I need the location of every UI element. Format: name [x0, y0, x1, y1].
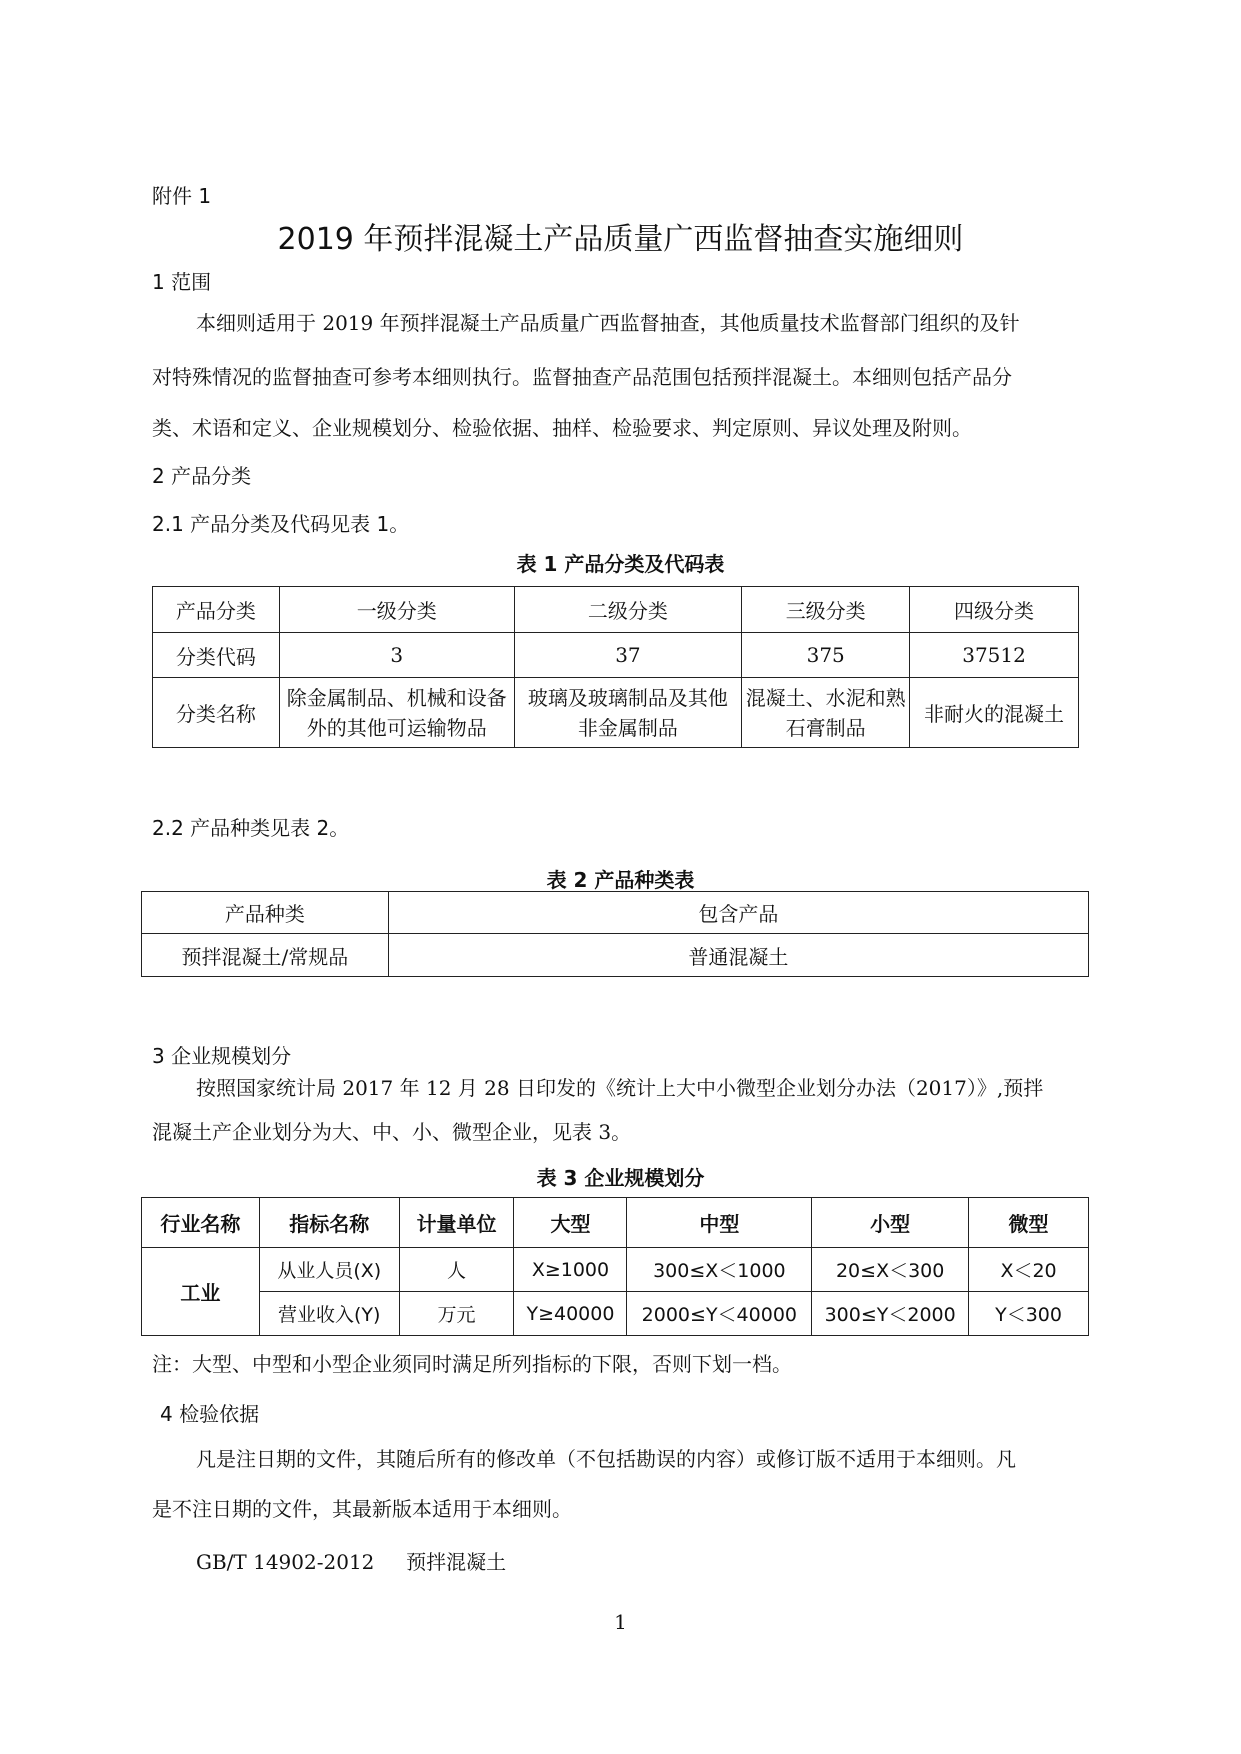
table-header-cell: 指标名称: [259, 1198, 399, 1248]
product-type-table: [141, 891, 1089, 977]
section-1-line-1: 本细则适用于 2019 年预拌混凝土产品质量广西监督抽查，其他质量技术监督部门组织的及针: [196, 311, 1020, 335]
table-cell: 分类代码: [153, 633, 280, 678]
table-cell: 300≤X＜1000: [627, 1248, 812, 1292]
table-1-caption: 表 1 产品分类及代码表: [516, 552, 725, 576]
table-cell: Y≥40000: [514, 1292, 627, 1336]
attachment-label: 附件 1: [152, 184, 212, 208]
table-cell: 37512: [910, 633, 1079, 678]
table-cell: 普通混凝土: [388, 934, 1088, 977]
table-cell: 混凝土、水泥和熟 石膏制品: [742, 678, 910, 748]
table-3-caption: 表 3 企业规模划分: [536, 1166, 705, 1190]
section-2-2: 2.2 产品种类见表 2。: [152, 816, 350, 840]
product-classification-table: [152, 586, 1079, 748]
table-header-cell: 产品分类: [153, 587, 280, 633]
table-header-cell: 产品种类: [142, 892, 389, 934]
table-cell: X≥1000: [514, 1248, 627, 1292]
table-row: [142, 892, 1089, 934]
table-row: [142, 934, 1089, 977]
table-header-cell: 计量单位: [399, 1198, 514, 1248]
table-cell: Y＜300: [969, 1292, 1089, 1336]
section-1-line-2: 对特殊情况的监督抽查可参考本细则执行。监督抽查产品范围包括预拌混凝土。本细则包括产品分: [152, 365, 1012, 389]
section-2-1: 2.1 产品分类及代码见表 1。: [152, 512, 410, 536]
table-row: [153, 587, 1079, 633]
section-2-heading: 2 产品分类: [152, 464, 252, 488]
table-cell: 除金属制品、机械和设备 外的其他可运输物品: [279, 678, 514, 748]
table-cell: 玻璃及玻璃制品及其他 非金属制品: [514, 678, 742, 748]
section-4-heading: 4 检验依据: [160, 1402, 260, 1426]
table-cell: 分类名称: [153, 678, 280, 748]
table-header-cell: 三级分类: [742, 587, 910, 633]
table-cell: 2000≤Y＜40000: [627, 1292, 812, 1336]
table-header-cell: 四级分类: [910, 587, 1079, 633]
table-cell: 工业: [142, 1248, 260, 1336]
table-cell: X＜20: [969, 1248, 1089, 1292]
section-1-heading: 1 范围: [152, 270, 212, 294]
standard-reference: GB/T 14902-2012 预拌混凝土: [196, 1550, 507, 1574]
table-cell: 人: [399, 1248, 514, 1292]
table-cell: 300≤Y＜2000: [812, 1292, 969, 1336]
page-title: 2019 年预拌混凝土产品质量广西监督抽查实施细则: [277, 222, 964, 257]
table-cell: 375: [742, 633, 910, 678]
table-header-cell: 二级分类: [514, 587, 742, 633]
section-4-line-2: 是不注日期的文件，其最新版本适用于本细则。: [152, 1497, 572, 1521]
table-cell: 37: [514, 633, 742, 678]
table-header-cell: 小型: [812, 1198, 969, 1248]
table-row: [142, 1292, 1089, 1336]
table-header-cell: 一级分类: [279, 587, 514, 633]
table-header-cell: 微型: [969, 1198, 1089, 1248]
table-cell: 营业收入(Y): [259, 1292, 399, 1336]
table-3-note: 注：大型、中型和小型企业须同时满足所列指标的下限，否则下划一档。: [152, 1352, 792, 1376]
section-3-line-1: 按照国家统计局 2017 年 12 月 28 日印发的《统计上大中小微型企业划分办法（2017）》,预拌: [196, 1076, 1044, 1100]
table-2-caption: 表 2 产品种类表: [546, 868, 695, 892]
table-header-cell: 包含产品: [388, 892, 1088, 934]
table-row: [153, 633, 1079, 678]
table-cell: 从业人员(X): [259, 1248, 399, 1292]
table-cell: 20≤X＜300: [812, 1248, 969, 1292]
table-row: [142, 1248, 1089, 1292]
section-3-line-2: 混凝土产企业划分为大、中、小、微型企业，见表 3。: [152, 1120, 632, 1144]
table-cell: 非耐火的混凝土: [910, 678, 1079, 748]
table-header-cell: 行业名称: [142, 1198, 260, 1248]
table-row: [142, 1198, 1089, 1248]
table-cell: 预拌混凝土/常规品: [142, 934, 389, 977]
enterprise-scale-table: [141, 1197, 1089, 1336]
table-cell: 3: [279, 633, 514, 678]
table-row: [153, 678, 1079, 748]
table-header-cell: 中型: [627, 1198, 812, 1248]
section-1-line-3: 类、术语和定义、企业规模划分、检验依据、抽样、检验要求、判定原则、异议处理及附则。: [152, 416, 972, 440]
section-4-line-1: 凡是注日期的文件，其随后所有的修改单（不包括勘误的内容）或修订版不适用于本细则。凡: [196, 1447, 1016, 1471]
table-cell: 万元: [399, 1292, 514, 1336]
page-number: 1: [614, 1610, 627, 1634]
section-3-heading: 3 企业规模划分: [152, 1044, 292, 1068]
table-header-cell: 大型: [514, 1198, 627, 1248]
